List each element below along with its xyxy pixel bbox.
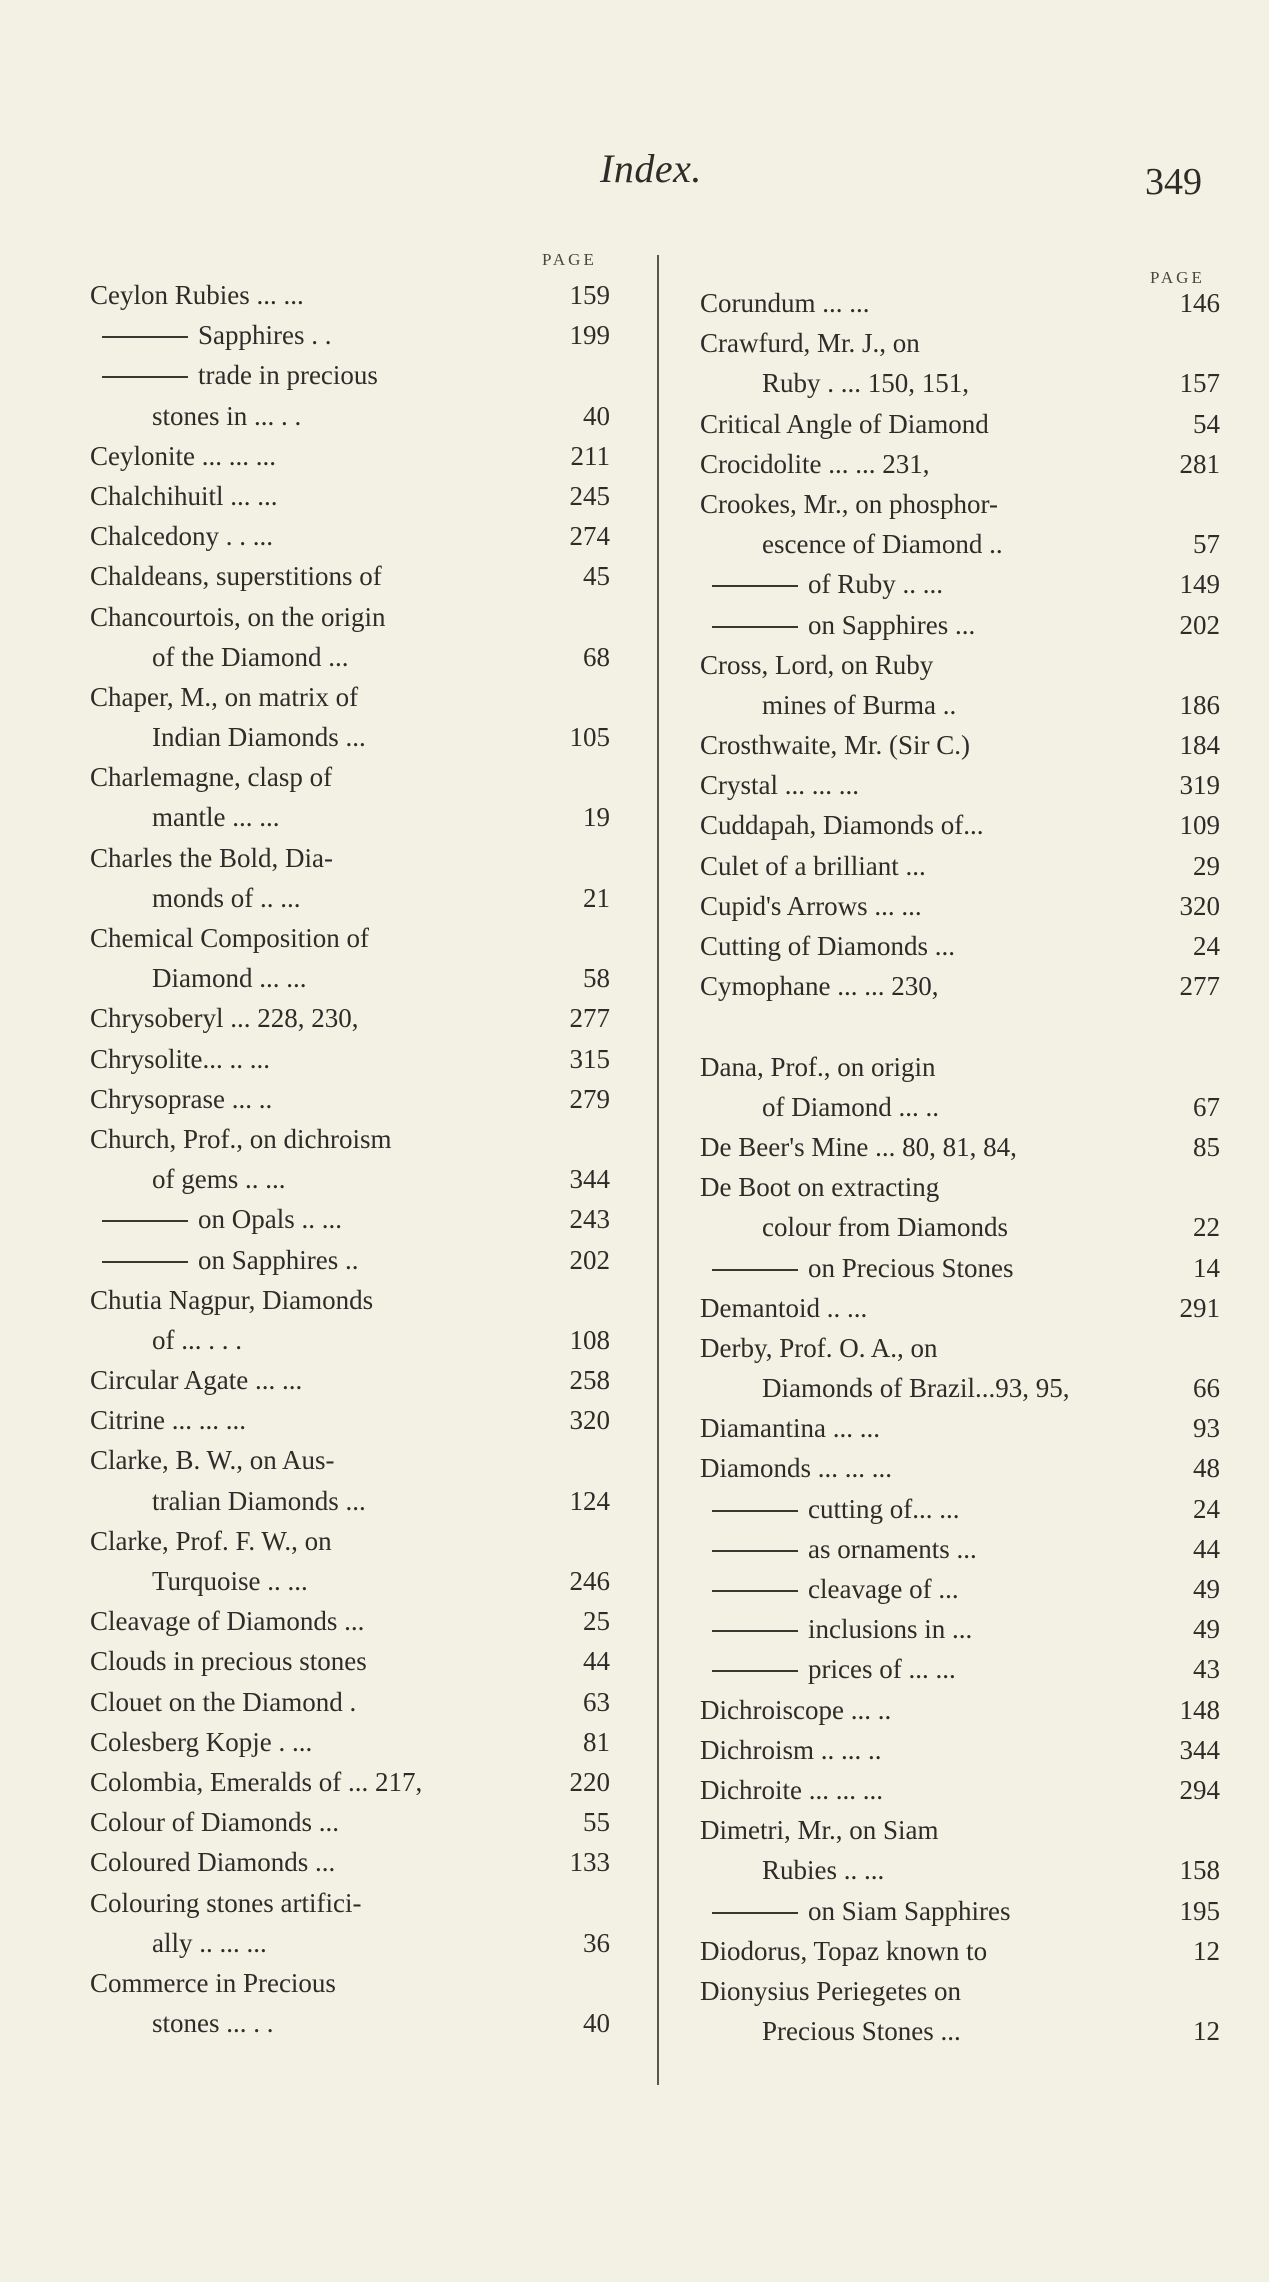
index-entry [90, 1039, 610, 1079]
entry-page: 133 [569, 1847, 610, 1878]
entry-text: Dichroite ... ... ... [700, 1774, 883, 1805]
entry-page: 195 [1179, 1895, 1220, 1926]
entry-text: Corundum ... ... [700, 288, 870, 318]
entry-page: 109 [1179, 810, 1220, 841]
entry-text: monds of .. ... [152, 882, 301, 913]
index-entry [700, 1891, 1220, 1931]
entry-text: cleavage of ... [808, 1574, 959, 1604]
entry-page: 199 [569, 320, 610, 351]
entry-page: 44 [583, 1646, 610, 1677]
entry-page: 108 [569, 1324, 610, 1355]
index-entry [90, 1400, 610, 1440]
entry-text: Chaper, M., on matrix of [90, 681, 359, 712]
entry-text: Chrysolite... .. ... [90, 1043, 270, 1074]
entry-text: as ornaments ... [808, 1533, 977, 1564]
index-entry [90, 1240, 610, 1280]
entry-text: Dichroiscope ... .. [700, 1694, 892, 1725]
index-entry [90, 396, 610, 436]
index-entry [700, 966, 1220, 1006]
index-entry [90, 838, 610, 878]
entry-text: Dana, Prof., on origin [700, 1051, 936, 1082]
entry-page: 48 [1193, 1453, 1220, 1484]
entry-page: 246 [569, 1566, 610, 1596]
index-entry [700, 1971, 1220, 2011]
entry-text: Colouring stones artifici- [90, 1887, 362, 1918]
index-entry [700, 1006, 1220, 1046]
entry-text: Ruby . ... 150, 151, [762, 368, 970, 399]
entry-text: cutting of... ... [808, 1493, 960, 1524]
entry-text: mines of Burma .. [762, 689, 957, 720]
index-entry [90, 1802, 610, 1842]
entry-page: 344 [569, 1164, 610, 1195]
entry-page: 24 [1193, 1493, 1220, 1524]
entry-text: Chutia Nagpur, Diamonds [90, 1284, 374, 1315]
index-entry [700, 1770, 1220, 1810]
entry-page: 294 [1179, 1774, 1220, 1805]
index-entry [90, 1320, 610, 1360]
column-divider [657, 255, 659, 2085]
entry-text: Sapphires . . [198, 320, 332, 351]
entry-page: 245 [569, 480, 610, 511]
index-entry [700, 1167, 1220, 1207]
entry-page: 211 [570, 440, 610, 471]
entry-text: Chalcedony . . ... [90, 521, 273, 552]
entry-page: 85 [1193, 1131, 1220, 1162]
index-entry [700, 1609, 1220, 1649]
index-entry [700, 1207, 1220, 1247]
index-entry [90, 637, 610, 677]
page-column-label: PAGE [542, 250, 597, 269]
index-entry [700, 404, 1220, 444]
entry-text: Turquoise .. ... [152, 1566, 308, 1596]
entry-page: 22 [1193, 1212, 1220, 1243]
right-entries [700, 283, 1220, 2051]
index-entry [700, 1288, 1220, 1328]
entry-text: Cuddapah, Diamonds of... [700, 810, 984, 841]
index-entry [700, 1087, 1220, 1127]
entry-text: Crystal ... ... ... [700, 770, 859, 801]
entry-page: 279 [569, 1083, 610, 1114]
entry-text: Derby, Prof. O. A., on [700, 1332, 938, 1363]
index-entry [90, 1923, 610, 1963]
entry-page: 81 [583, 1726, 610, 1757]
index-entry [90, 597, 610, 637]
index-entry [90, 1360, 610, 1400]
index-entry [700, 1850, 1220, 1890]
entry-text: on Siam Sapphires [808, 1895, 1011, 1926]
index-entry [90, 476, 610, 516]
entry-text: Precious Stones ... [762, 2016, 961, 2047]
index-entry [90, 2003, 610, 2043]
entry-page: 66 [1193, 1373, 1220, 1404]
entry-page: 281 [1179, 448, 1220, 479]
index-entry [700, 805, 1220, 845]
entry-text: Crosthwaite, Mr. (Sir C.) [700, 730, 970, 761]
index-entry [700, 1649, 1220, 1689]
index-entry [90, 1601, 610, 1641]
entry-text: Cupid's Arrows ... ... [700, 890, 922, 921]
entry-text: Charlemagne, clasp of [90, 762, 333, 793]
index-entry [90, 677, 610, 717]
index-entry [700, 1810, 1220, 1850]
entry-text: De Boot on extracting [700, 1172, 940, 1203]
entry-page: 149 [1179, 569, 1220, 600]
entry-text: Circular Agate ... ... [90, 1365, 303, 1396]
entry-text: Crookes, Mr., on phosphor- [700, 488, 998, 519]
entry-text: Church, Prof., on dichroism [90, 1123, 392, 1154]
entry-page: 124 [569, 1485, 610, 1516]
index-entry [700, 725, 1220, 765]
entry-text: Diamantina ... ... [700, 1413, 880, 1444]
entry-text: colour from Diamonds [762, 1212, 1008, 1243]
index-entry [90, 1280, 610, 1320]
entry-page: 49 [1193, 1574, 1220, 1604]
index-entry [700, 1690, 1220, 1730]
entry-text: of Diamond ... .. [762, 1091, 939, 1122]
entry-text: on Sapphires ... [808, 609, 976, 640]
entry-text: Dichroism .. ... .. [700, 1734, 882, 1765]
index-entry [90, 797, 610, 837]
entry-text: Coloured Diamonds ... [90, 1847, 336, 1878]
index-entry [700, 1368, 1220, 1408]
entry-page: 320 [569, 1405, 610, 1436]
entry-page: 12 [1193, 1935, 1220, 1966]
index-entry [90, 1883, 610, 1923]
entry-text: Chalchihuitl ... ... [90, 480, 278, 511]
entry-text: Commerce in Precious [90, 1967, 336, 1998]
index-entry [90, 878, 610, 918]
entry-text: Rubies .. ... [762, 1855, 885, 1886]
index-entry [700, 1248, 1220, 1288]
entry-text: Colour of Diamonds ... [90, 1807, 339, 1838]
entry-text: Diamond ... ... [152, 963, 307, 994]
index-entry [90, 1521, 610, 1561]
entry-page: 291 [1179, 1292, 1220, 1323]
index-entry [700, 685, 1220, 725]
entry-page: 159 [569, 280, 610, 310]
index-entry [700, 323, 1220, 363]
entry-text: on Precious Stones [808, 1252, 1014, 1283]
left-entries [90, 275, 610, 2043]
index-entry [700, 1931, 1220, 1971]
entry-text: escence of Diamond .. [762, 529, 1003, 560]
entry-text: trade in precious [198, 360, 378, 391]
index-entry [700, 886, 1220, 926]
index-entry [90, 436, 610, 476]
entry-page: 14 [1193, 1252, 1220, 1283]
entry-page: 277 [569, 1003, 610, 1034]
entry-text: Ceylonite ... ... ... [90, 440, 276, 471]
entry-page: 45 [583, 561, 610, 592]
entry-page: 158 [1179, 1855, 1220, 1886]
entry-text: Diamonds ... ... ... [700, 1453, 892, 1484]
entry-text: Crawfurd, Mr. J., on [700, 328, 920, 359]
entry-page: 57 [1193, 529, 1220, 560]
entry-text: Cymophane ... ... 230, [700, 971, 939, 1002]
entry-text: Dionysius Periegetes on [700, 1975, 961, 2006]
entry-text: Crocidolite ... ... 231, [700, 448, 930, 479]
index-entry [700, 605, 1220, 645]
entry-text: Demantoid .. ... [700, 1292, 868, 1323]
entry-page: 63 [583, 1686, 610, 1717]
index-entry [700, 363, 1220, 403]
index-entry [700, 1489, 1220, 1529]
index-entry [90, 355, 610, 395]
index-entry [90, 1561, 610, 1601]
entry-text: De Beer's Mine ... 80, 81, 84, [700, 1131, 1017, 1162]
entry-text: Cleavage of Diamonds ... [90, 1606, 365, 1637]
index-entry [90, 1079, 610, 1119]
index-entry [700, 1529, 1220, 1569]
entry-page: 93 [1193, 1413, 1220, 1444]
index-entry [90, 1159, 610, 1199]
index-entry [700, 444, 1220, 484]
entry-page: 24 [1193, 931, 1220, 961]
entry-page: 58 [583, 963, 610, 994]
entry-text: Citrine ... ... ... [90, 1405, 246, 1436]
entry-text: Clouds in precious stones [90, 1646, 367, 1677]
index-entry [90, 1722, 610, 1762]
entry-page: 202 [1179, 609, 1220, 640]
index-entry [700, 564, 1220, 604]
entry-text: Critical Angle of Diamond [700, 408, 989, 439]
entry-text: Cutting of Diamonds ... [700, 931, 955, 961]
index-entry [90, 918, 610, 958]
entry-page: 157 [1179, 368, 1220, 399]
index-entry [90, 1199, 610, 1239]
index-entry [90, 1481, 610, 1521]
index-entry [90, 1440, 610, 1480]
entry-page: 315 [569, 1043, 610, 1074]
index-entry [90, 1119, 610, 1159]
index-entry [90, 958, 610, 998]
entry-page: 44 [1193, 1533, 1220, 1564]
entry-page: 67 [1193, 1091, 1220, 1122]
entry-text: stones ... . . [152, 2008, 274, 2039]
entry-text: Clouet on the Diamond . [90, 1686, 357, 1717]
entry-text: Chaldeans, superstitions of [90, 561, 382, 592]
entry-text: inclusions in ... [808, 1614, 973, 1645]
running-title: Index. [600, 146, 702, 191]
index-entry [700, 645, 1220, 685]
index-entry [700, 765, 1220, 805]
index-entry [90, 556, 610, 596]
entry-text: Chancourtois, on the origin [90, 601, 386, 632]
entry-page: 220 [569, 1766, 610, 1797]
index-entry [90, 1641, 610, 1681]
entry-text: stones in ... . . [152, 400, 302, 431]
entry-page: 54 [1193, 408, 1220, 439]
entry-text: Colesberg Kopje . ... [90, 1726, 313, 1757]
index-entry [700, 846, 1220, 886]
index-entry [90, 315, 610, 355]
entry-text: mantle ... ... [152, 802, 280, 833]
index-entry [90, 275, 610, 315]
index-entry [90, 1963, 610, 2003]
entry-page: 55 [583, 1807, 610, 1838]
index-entry [90, 1762, 610, 1802]
entry-text: on Opals .. ... [198, 1204, 342, 1235]
entry-text: Cross, Lord, on Ruby [700, 649, 934, 680]
entry-page: 29 [1193, 850, 1220, 881]
entry-text: of gems .. ... [152, 1164, 286, 1195]
entry-page: 25 [583, 1606, 610, 1637]
entry-text: of ... . . . [152, 1324, 242, 1355]
entry-page: 40 [583, 400, 610, 431]
entry-text: Clarke, B. W., on Aus- [90, 1445, 335, 1476]
index-entry [700, 1448, 1220, 1488]
entry-text: Diodorus, Topaz known to [700, 1935, 988, 1966]
index-entry [700, 1047, 1220, 1087]
entry-page: 148 [1179, 1694, 1220, 1725]
entry-text: Charles the Bold, Dia- [90, 842, 333, 873]
index-entry [700, 484, 1220, 524]
entry-page: 49 [1193, 1614, 1220, 1645]
entry-page: 319 [1179, 770, 1220, 801]
page-number: 349 [1145, 161, 1202, 203]
index-entry [90, 717, 610, 757]
entry-page: 146 [1179, 288, 1220, 318]
entry-page: 21 [583, 882, 610, 913]
index-entry [90, 757, 610, 797]
index-entry [700, 1408, 1220, 1448]
entry-text: Ceylon Rubies ... ... [90, 280, 304, 310]
entry-text: ally .. ... ... [152, 1927, 267, 1958]
entry-page: 320 [1179, 890, 1220, 921]
index-entry [700, 283, 1220, 323]
entry-text: on Sapphires .. [198, 1244, 359, 1275]
index-entry [700, 1730, 1220, 1770]
entry-page: 68 [583, 641, 610, 672]
entry-text: Diamonds of Brazil...93, 95, [762, 1373, 1070, 1404]
entry-page: 243 [569, 1204, 610, 1235]
entry-text: Dimetri, Mr., on Siam [700, 1815, 939, 1846]
index-entry [700, 1569, 1220, 1609]
entry-text: of Ruby .. ... [808, 569, 943, 600]
entry-page: 184 [1179, 730, 1220, 761]
entry-text: Culet of a brilliant ... [700, 850, 926, 881]
entry-text: tralian Diamonds ... [152, 1485, 366, 1516]
entry-text: of the Diamond ... [152, 641, 349, 672]
entry-text: Chrysoprase ... .. [90, 1083, 273, 1114]
page-column-label: PAGE [1150, 268, 1205, 287]
index-entry [90, 1682, 610, 1722]
entry-page: 344 [1179, 1734, 1220, 1765]
entry-page: 258 [569, 1365, 610, 1396]
index-entry [700, 1328, 1220, 1368]
entry-page: 36 [583, 1927, 610, 1958]
index-entry [90, 516, 610, 556]
entry-text: Colombia, Emeralds of ... 217, [90, 1766, 423, 1797]
entry-text: Indian Diamonds ... [152, 722, 366, 753]
entry-page: 274 [569, 521, 610, 552]
entry-page: 12 [1193, 2016, 1220, 2047]
index-entry [700, 524, 1220, 564]
entry-page: 105 [569, 722, 610, 753]
entry-page: 40 [583, 2008, 610, 2039]
index-entry [90, 998, 610, 1038]
entry-text: Clarke, Prof. F. W., on [90, 1525, 332, 1556]
entry-page: 43 [1193, 1654, 1220, 1685]
entry-page: 277 [1179, 971, 1220, 1002]
index-entry [700, 926, 1220, 966]
index-entry [700, 2011, 1220, 2051]
index-entry [90, 1842, 610, 1882]
entry-page: 202 [569, 1244, 610, 1275]
entry-page: 186 [1179, 689, 1220, 720]
entry-text: prices of ... ... [808, 1654, 956, 1685]
entry-text: Chemical Composition of [90, 923, 369, 953]
entry-page: 19 [583, 802, 610, 833]
index-entry [700, 1127, 1220, 1167]
entry-text: Chrysoberyl ... 228, 230, [90, 1003, 359, 1034]
